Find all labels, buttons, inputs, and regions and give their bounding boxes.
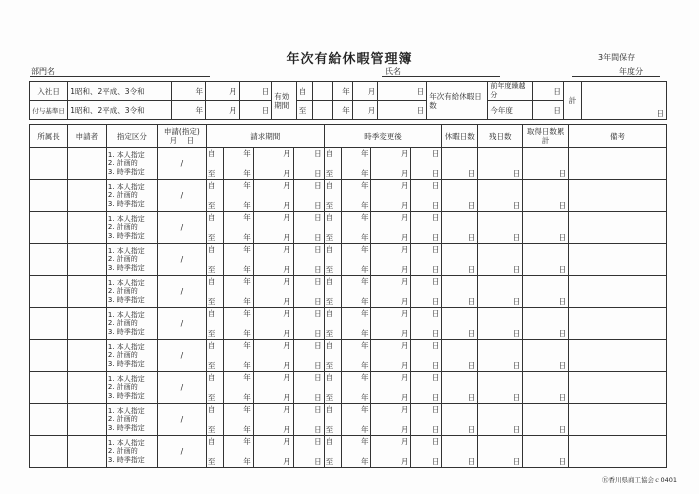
change-from-label: 自 [325,405,334,414]
apply-date-cell[interactable] [157,244,206,276]
leave-days-cell[interactable]: 日 [442,276,478,308]
request-year-cell[interactable]: 年 年 [223,372,253,404]
change-month-cell[interactable]: 月 月 [371,404,411,436]
change-from-label: 自 [325,181,334,190]
request-day-cell[interactable]: 日 日 [293,148,324,180]
ledger-row [30,340,667,372]
change-day-cell[interactable]: 日 日 [411,436,442,468]
change-day-cell[interactable]: 日 日 [411,180,442,212]
request-to-label: 至 [207,265,216,274]
name-label: 氏名 [385,67,401,76]
date-slash: / [180,191,184,200]
valid-to-year[interactable]: 年 [333,101,352,120]
request-month-cell[interactable]: 月 月 [253,404,293,436]
category-options[interactable] [106,180,157,212]
request-to-label: 至 [207,297,216,306]
request-to-label: 至 [207,361,216,370]
request-to-label: 至 [207,201,216,210]
remaining-cell[interactable]: 日 [478,212,523,244]
change-day-cell[interactable]: 日 日 [411,340,442,372]
change-day-cell[interactable]: 日 日 [411,212,442,244]
header-row [30,125,667,148]
chief-seal-cell[interactable] [30,372,68,404]
acquired-cell[interactable]: 日 [523,212,569,244]
remaining-cell[interactable]: 日 [478,180,523,212]
acquired-cell[interactable]: 日 [523,372,569,404]
info-table [29,81,667,120]
request-year-cell[interactable]: 年 年 [223,340,253,372]
chief-seal-cell[interactable] [30,404,68,436]
leave-days-cell[interactable]: 日 [442,404,478,436]
valid-from-label: 自 [296,82,312,101]
change-month-cell[interactable]: 月 月 [371,372,411,404]
grant-year[interactable]: 年 [172,101,206,120]
acquired-cell[interactable]: 日 [523,244,569,276]
chief-seal-cell[interactable] [30,148,68,180]
apply-date-cell[interactable] [157,276,206,308]
chief-seal-cell[interactable] [30,276,68,308]
option-self[interactable]: 1. 本人指定 [107,342,145,351]
chief-seal-cell[interactable] [30,436,68,468]
category-options[interactable] [106,148,157,180]
date-slash: / [180,255,184,264]
hire-month[interactable]: 月 [205,82,239,101]
request-day-cell[interactable]: 日 日 [293,404,324,436]
option-designated[interactable]: 3. 時季指定 [107,327,145,336]
ledger-row [30,436,667,468]
remaining-cell[interactable]: 日 [478,372,523,404]
acquired-cell[interactable]: 日 [523,404,569,436]
request-year-cell[interactable]: 年 年 [223,148,253,180]
category-options[interactable] [106,212,157,244]
request-from-label: 自 [207,341,216,350]
request-day-cell[interactable]: 日 日 [293,308,324,340]
this-year-label: 今年度 [488,101,533,120]
chief-seal-cell[interactable] [30,212,68,244]
request-year-cell[interactable]: 年 年 [223,404,253,436]
applicant-seal-cell[interactable] [67,404,106,436]
option-designated[interactable]: 3. 時季指定 [107,199,145,208]
change-day-cell[interactable]: 日 日 [411,404,442,436]
hire-date-label: 入社日 [30,82,68,101]
apply-date-cell[interactable] [157,148,206,180]
remarks-cell[interactable] [569,436,667,468]
request-to-label: 至 [207,169,216,178]
request-day-cell[interactable]: 日 日 [293,244,324,276]
change-day-cell[interactable]: 日 日 [411,244,442,276]
request-month-cell[interactable]: 月 月 [253,308,293,340]
dept-label: 部門名 [31,67,55,76]
change-day-cell[interactable]: 日 日 [411,148,442,180]
col-apply-day: 日 [186,136,195,145]
request-month-cell[interactable]: 月 月 [253,148,293,180]
option-planned[interactable]: 2. 計画的 [107,415,138,424]
ledger-row [30,244,667,276]
grant-era: 1昭和、2平成、3令和 [68,101,172,120]
option-designated[interactable]: 3. 時季指定 [107,423,145,432]
request-year-cell[interactable]: 年 年 [223,180,253,212]
total-day[interactable]: 日 [582,82,667,120]
change-year-cell[interactable]: 年 年 [341,148,371,180]
apply-date-cell[interactable] [157,308,206,340]
leave-days-cell[interactable]: 日 [442,212,478,244]
request-day-cell[interactable]: 日 日 [293,212,324,244]
applicant-seal-cell[interactable] [67,436,106,468]
applicant-seal-cell[interactable] [67,308,106,340]
change-to-label: 至 [325,169,334,178]
valid-to-month[interactable]: 月 [352,101,378,120]
grant-day[interactable]: 日 [239,101,272,120]
change-year-cell[interactable]: 年 年 [341,180,371,212]
apply-date-cell[interactable] [157,372,206,404]
date-slash: / [180,287,184,296]
change-to-label: 至 [325,297,334,306]
category-options[interactable] [106,244,157,276]
page-title: 年次有給休暇管理簿 [286,52,413,67]
remarks-cell[interactable] [569,244,667,276]
ledger-row [30,212,667,244]
change-to-label: 至 [325,329,334,338]
request-from-label: 自 [207,213,216,222]
date-slash: / [180,447,184,456]
carry-over-day[interactable]: 日 [533,82,564,101]
option-planned[interactable]: 2. 計画的 [107,191,138,200]
change-from-label: 自 [325,373,334,382]
option-planned[interactable]: 2. 計画的 [107,223,138,232]
valid-from-year[interactable]: 年 [333,82,352,101]
option-designated[interactable]: 3. 時季指定 [107,455,145,464]
option-designated[interactable]: 3. 時季指定 [107,263,145,272]
request-month-cell[interactable]: 月 月 [253,436,293,468]
leave-days-cell[interactable]: 日 [442,180,478,212]
option-self[interactable]: 1. 本人指定 [107,374,145,383]
change-year-cell[interactable]: 年 年 [341,404,371,436]
request-year-cell[interactable]: 年 年 [223,212,253,244]
col-category: 指定区分 [106,125,157,148]
hire-era: 1昭和、2平成、3令和 [68,82,172,101]
remarks-cell[interactable] [569,340,667,372]
chief-seal-cell[interactable] [30,340,68,372]
option-self[interactable]: 1. 本人指定 [107,278,145,287]
date-slash: / [180,415,184,424]
remaining-cell[interactable]: 日 [478,308,523,340]
apply-date-cell[interactable] [157,436,206,468]
date-slash: / [180,351,184,360]
request-month-cell[interactable]: 月 月 [253,372,293,404]
option-designated[interactable]: 3. 時季指定 [107,167,145,176]
fiscal-year-label: 年度分 [619,67,643,76]
applicant-seal-cell[interactable] [67,148,106,180]
option-planned[interactable]: 2. 計画的 [107,287,138,296]
request-year-cell[interactable]: 年 年 [223,436,253,468]
change-from-label: 自 [325,309,334,318]
acquired-cell[interactable]: 日 [523,180,569,212]
acquired-cell[interactable]: 日 [523,148,569,180]
option-designated[interactable]: 3. 時季指定 [107,359,145,368]
request-to-label: 至 [207,233,216,242]
category-options[interactable] [106,372,157,404]
request-day-cell[interactable]: 日 日 [293,372,324,404]
change-year-cell[interactable]: 年 年 [341,308,371,340]
grant-month[interactable]: 月 [205,101,239,120]
change-month-cell[interactable]: 月 月 [371,212,411,244]
remarks-cell[interactable] [569,276,667,308]
valid-from-month[interactable]: 月 [352,82,378,101]
change-day-cell[interactable]: 日 日 [411,372,442,404]
applicant-seal-cell[interactable] [67,244,106,276]
category-options[interactable] [106,340,157,372]
request-month-cell[interactable]: 月 月 [253,244,293,276]
ledger-row [30,276,667,308]
change-year-cell[interactable]: 年 年 [341,372,371,404]
col-apply-date-label: 申請(指定) [163,127,200,136]
change-month-cell[interactable]: 月 月 [371,436,411,468]
col-change: 時季変更後 [324,125,442,148]
request-to-label: 至 [207,329,216,338]
valid-to-label: 至 [296,101,312,120]
category-options[interactable] [106,276,157,308]
apply-date-cell[interactable] [157,404,206,436]
annual-days-label: 年次有給休暇日数 [427,82,488,120]
change-year-cell[interactable]: 年 年 [341,436,371,468]
leave-days-cell[interactable]: 日 [442,372,478,404]
request-year-cell[interactable]: 年 年 [223,244,253,276]
remaining-cell[interactable]: 日 [478,436,523,468]
option-self[interactable]: 1. 本人指定 [107,406,145,415]
change-year-cell[interactable]: 年 年 [341,340,371,372]
this-year-day[interactable]: 日 [533,101,564,120]
valid-from-day[interactable]: 日 [378,82,427,101]
valid-period-label: 有効期間 [272,82,296,120]
change-from-label: 自 [325,437,334,446]
remaining-cell[interactable]: 日 [478,244,523,276]
change-from-label: 自 [325,149,334,158]
col-applicant: 申請者 [67,125,106,148]
remarks-cell[interactable] [569,212,667,244]
request-month-cell[interactable]: 月 月 [253,180,293,212]
request-day-cell[interactable]: 日 日 [293,436,324,468]
acquired-cell[interactable]: 日 [523,276,569,308]
option-self[interactable]: 1. 本人指定 [107,150,145,159]
request-month-cell[interactable]: 月 月 [253,340,293,372]
change-from-label: 自 [325,277,334,286]
change-month-cell[interactable]: 月 月 [371,148,411,180]
chief-seal-cell[interactable] [30,180,68,212]
remarks-cell[interactable] [569,180,667,212]
acquired-cell[interactable]: 日 [523,436,569,468]
option-self[interactable]: 1. 本人指定 [107,182,145,191]
request-from-label: 自 [207,277,216,286]
option-planned[interactable]: 2. 計画的 [107,383,138,392]
option-designated[interactable]: 3. 時季指定 [107,231,145,240]
request-day-cell[interactable]: 日 日 [293,180,324,212]
request-year-cell[interactable]: 年 年 [223,276,253,308]
date-slash: / [180,223,184,232]
change-from-label: 自 [325,213,334,222]
option-self[interactable]: 1. 本人指定 [107,246,145,255]
acquired-cell[interactable]: 日 [523,308,569,340]
valid-to-day[interactable]: 日 [378,101,427,120]
col-request-period: 請求期間 [206,125,324,148]
change-month-cell[interactable]: 月 月 [371,244,411,276]
applicant-seal-cell[interactable] [67,276,106,308]
request-from-label: 自 [207,405,216,414]
dept-underline[interactable] [30,76,210,77]
change-from-label: 自 [325,245,334,254]
apply-date-cell[interactable] [157,212,206,244]
option-planned[interactable]: 2. 計画的 [107,447,138,456]
leave-ledger-table [29,124,667,468]
change-year-cell[interactable]: 年 年 [341,244,371,276]
leave-days-cell[interactable]: 日 [442,308,478,340]
leave-days-cell[interactable]: 日 [442,244,478,276]
ledger-row [30,148,667,180]
chief-seal-cell[interactable] [30,244,68,276]
request-month-cell[interactable]: 月 月 [253,212,293,244]
change-month-cell[interactable]: 月 月 [371,340,411,372]
option-planned[interactable]: 2. 計画的 [107,255,138,264]
change-month-cell[interactable]: 月 月 [371,180,411,212]
request-from-label: 自 [207,181,216,190]
option-planned[interactable]: 2. 計画的 [107,351,138,360]
change-day-cell[interactable]: 日 日 [411,276,442,308]
request-to-label: 至 [207,425,216,434]
change-month-cell[interactable]: 月 月 [371,308,411,340]
apply-date-cell[interactable] [157,340,206,372]
leave-days-cell[interactable]: 日 [442,148,478,180]
date-slash: / [180,319,184,328]
request-from-label: 自 [207,373,216,382]
applicant-seal-cell[interactable] [67,340,106,372]
ledger-row [30,180,667,212]
fiscal-year-underline[interactable] [572,76,660,77]
remarks-cell[interactable] [569,404,667,436]
retention-note: 3年間保存 [598,53,636,62]
request-month-cell[interactable]: 月 月 [253,276,293,308]
category-options[interactable] [106,404,157,436]
col-leave-days: 休暇日数 [442,125,478,148]
change-to-label: 至 [325,201,334,210]
col-chief: 所属長 [30,125,68,148]
leave-days-cell[interactable]: 日 [442,436,478,468]
change-year-cell[interactable]: 年 年 [341,212,371,244]
ledger-row [30,404,667,436]
hire-year[interactable]: 年 [172,82,206,101]
change-to-label: 至 [325,361,334,370]
remaining-cell[interactable]: 日 [478,404,523,436]
option-planned[interactable]: 2. 計画的 [107,319,138,328]
date-slash: / [180,159,184,168]
change-month-cell[interactable]: 月 月 [371,276,411,308]
remarks-cell[interactable] [569,308,667,340]
option-planned[interactable]: 2. 計画的 [107,159,138,168]
total-label: 計 [563,82,581,120]
change-to-label: 至 [325,233,334,242]
remaining-cell[interactable]: 日 [478,340,523,372]
change-to-label: 至 [325,393,334,402]
remaining-cell[interactable]: 日 [478,148,523,180]
request-year-cell[interactable]: 年 年 [223,308,253,340]
option-self[interactable]: 1. 本人指定 [107,214,145,223]
col-apply-date [157,125,206,148]
request-from-label: 自 [207,149,216,158]
request-to-label: 至 [207,393,216,402]
option-self[interactable]: 1. 本人指定 [107,310,145,319]
ledger-row [30,372,667,404]
option-designated[interactable]: 3. 時季指定 [107,295,145,304]
name-underline[interactable] [382,76,500,77]
remarks-cell[interactable] [569,372,667,404]
applicant-seal-cell[interactable] [67,372,106,404]
date-slash: / [180,383,184,392]
change-to-label: 至 [325,457,334,466]
col-remaining: 残日数 [478,125,523,148]
remarks-cell[interactable] [569,148,667,180]
change-year-cell[interactable]: 年 年 [341,276,371,308]
apply-date-cell[interactable] [157,180,206,212]
change-to-label: 至 [325,425,334,434]
col-acquired: 取得日数累計 [523,125,569,148]
col-remarks: 備考 [569,125,667,148]
ledger-row [30,308,667,340]
change-day-cell[interactable]: 日 日 [411,308,442,340]
category-options[interactable] [106,308,157,340]
request-from-label: 自 [207,437,216,446]
applicant-seal-cell[interactable] [67,180,106,212]
chief-seal-cell[interactable] [30,308,68,340]
request-from-label: 自 [207,309,216,318]
change-from-label: 自 [325,341,334,350]
option-self[interactable]: 1. 本人指定 [107,438,145,447]
remaining-cell[interactable]: 日 [478,276,523,308]
request-from-label: 自 [207,245,216,254]
option-designated[interactable]: 3. 時季指定 [107,391,145,400]
category-options[interactable] [106,436,157,468]
leave-days-cell[interactable]: 日 [442,340,478,372]
col-apply-month: 月 [169,136,178,145]
acquired-cell[interactable]: 日 [523,340,569,372]
request-day-cell[interactable]: 日 日 [293,340,324,372]
hire-day[interactable]: 日 [239,82,272,101]
applicant-seal-cell[interactable] [67,212,106,244]
change-to-label: 至 [325,265,334,274]
grant-date-label: 付与基準日 [30,101,68,120]
carry-over-label: 前年度繰越分 [488,82,533,101]
request-day-cell[interactable]: 日 日 [293,276,324,308]
publisher-footer: Ⓡ香川県商工協会ｃ0401 [602,476,678,484]
request-to-label: 至 [207,457,216,466]
